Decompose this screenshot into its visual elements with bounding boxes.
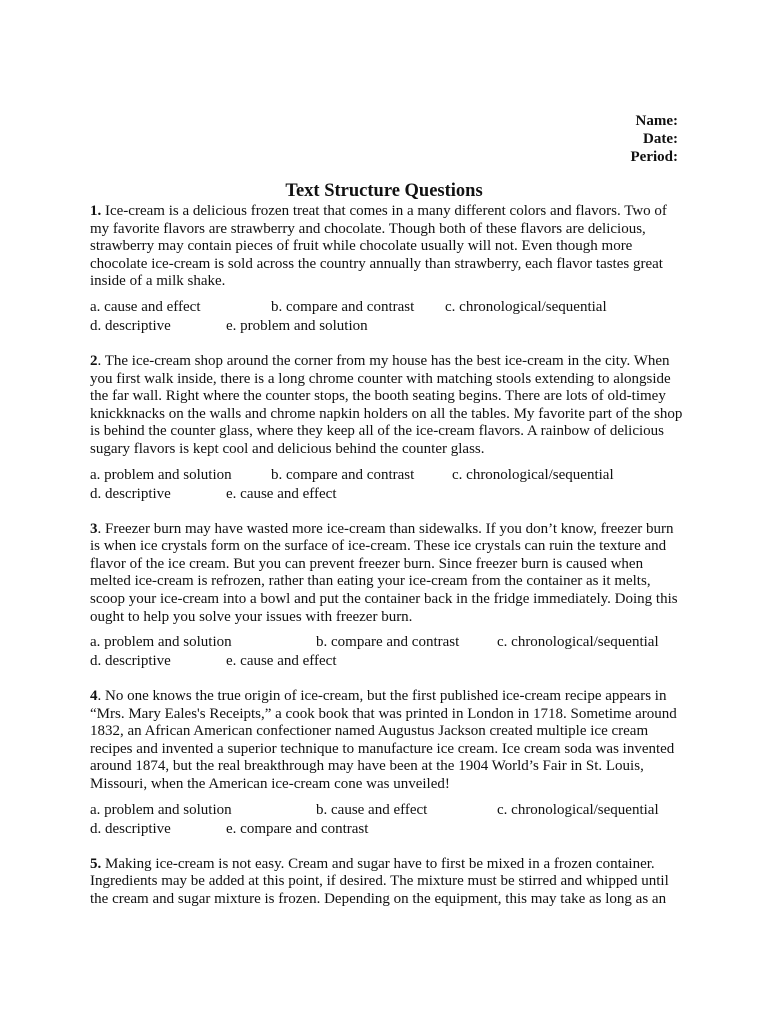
question-body: . No one knows the true origin of ice-cream, but the first published ice-cream recipe appears in “Mrs. Mary Eales's Receipts,” a cook book that was printed in London in 1718. Sometime around 1832, an African American confectioner named Augustus Jackson created multiple ice cream recipes and invented a superior technique to manufacture ice cream. Ice cream soda was invented around 1874, but the real breakthrough may have been at the 1904 World’s Fair in St. Louis, Missouri, when the American ice-cream cone was unveiled!	[90, 688, 677, 793]
question-number: 5.	[90, 855, 102, 872]
option-d[interactable]: d. descriptive	[90, 485, 171, 502]
question-body: Making ice-cream is not easy. Cream and sugar have to first be mixed in a frozen container. Ingredients may be added at this point, if desired. The mixture must be stirred and whipped until the cream and sugar mixture is frozen. Depending on the equipment, this may take as long as an	[90, 855, 669, 907]
question-number: 1.	[90, 203, 102, 219]
option-e[interactable]: e. compare and contrast	[226, 820, 369, 837]
question-text	[90, 521, 684, 627]
option-c[interactable]: c. chronological/sequential	[445, 298, 607, 315]
date-label: Date:	[643, 131, 678, 147]
question-text	[90, 203, 684, 291]
option-a[interactable]: a. problem and solution	[90, 634, 232, 651]
question-2	[90, 353, 684, 504]
option-b[interactable]: b. compare and contrast	[271, 466, 415, 483]
question-body: . The ice-cream shop around the corner from my house has the best ice-cream in the city. When you first walk inside, there is a long chrome counter with matching stools extending to alongside the far wall. Right where the counter stops, the booth seating begins. There are lots of old-timey knickknacks on the walls and chrome napkin holders on all the tables. My favorite part of the shop is behind the counter glass, where they keep all of the ice-cream flavors. A rainbow of delicious sugary flavors is kept cool and delicious behind the counter glass.	[90, 352, 683, 457]
option-c[interactable]: c. chronological/sequential	[497, 801, 659, 818]
period-label: Period:	[630, 149, 678, 165]
question-4	[90, 688, 684, 839]
option-d[interactable]: d. descriptive	[90, 653, 171, 670]
option-e[interactable]: e. cause and effect	[226, 653, 337, 670]
answer-options	[90, 801, 684, 839]
student-info-fields	[631, 112, 678, 166]
option-d[interactable]: d. descriptive	[90, 820, 171, 837]
option-b[interactable]: b. cause and effect	[316, 801, 428, 818]
question-3	[90, 521, 684, 672]
question-number: 4	[90, 688, 98, 705]
option-c[interactable]: c. chronological/sequential	[497, 634, 659, 651]
answer-options	[90, 298, 684, 336]
option-e[interactable]: e. problem and solution	[226, 317, 368, 334]
name-label: Name:	[635, 113, 678, 129]
option-b[interactable]: b. compare and contrast	[271, 298, 415, 315]
questions-list	[90, 203, 684, 925]
option-c[interactable]: c. chronological/sequential	[452, 466, 614, 483]
question-text	[90, 856, 684, 909]
question-body: . Freezer burn may have wasted more ice-cream than sidewalks. If you don’t know, freezer burn is when ice crystals form on the surface of ice-cream. These ice crystals can ruin the texture and flavor of the ice cream. But you can prevent freezer burn. Since freezer burn is caused when melted ice-cream is refrozen, rather than eating your ice-cream from the container as it melts, scoop your ice-cream into a bowl and put the container back in the fridge immediately. Doing this ought to help you solve your issues with freezer burn.	[90, 520, 678, 625]
question-body: Ice-cream is a delicious frozen treat that comes in a many different colors and flavors. Two of my favorite flavors are strawberry and chocolate. Though both of these flavors are delicious, strawberry may contain pieces of fruit while chocolate usually will not. Even though more chocolate ice-cream is sold across the country annually than strawberry, each flavor tastes great inside of a milk shake.	[90, 203, 667, 290]
question-number: 2	[90, 352, 98, 369]
question-1	[90, 203, 684, 336]
option-a[interactable]: a. problem and solution	[90, 801, 232, 818]
answer-options	[90, 633, 684, 671]
answer-options	[90, 466, 684, 504]
question-5	[90, 856, 684, 909]
option-b[interactable]: b. compare and contrast	[316, 634, 460, 651]
option-a[interactable]: a. problem and solution	[90, 466, 232, 483]
worksheet-title: Text Structure Questions	[285, 181, 483, 201]
option-d[interactable]: d. descriptive	[90, 317, 171, 334]
question-text	[90, 688, 684, 794]
option-a[interactable]: a. cause and effect	[90, 298, 201, 315]
question-number: 3	[90, 520, 98, 537]
question-text	[90, 353, 684, 459]
option-e[interactable]: e. cause and effect	[226, 485, 337, 502]
